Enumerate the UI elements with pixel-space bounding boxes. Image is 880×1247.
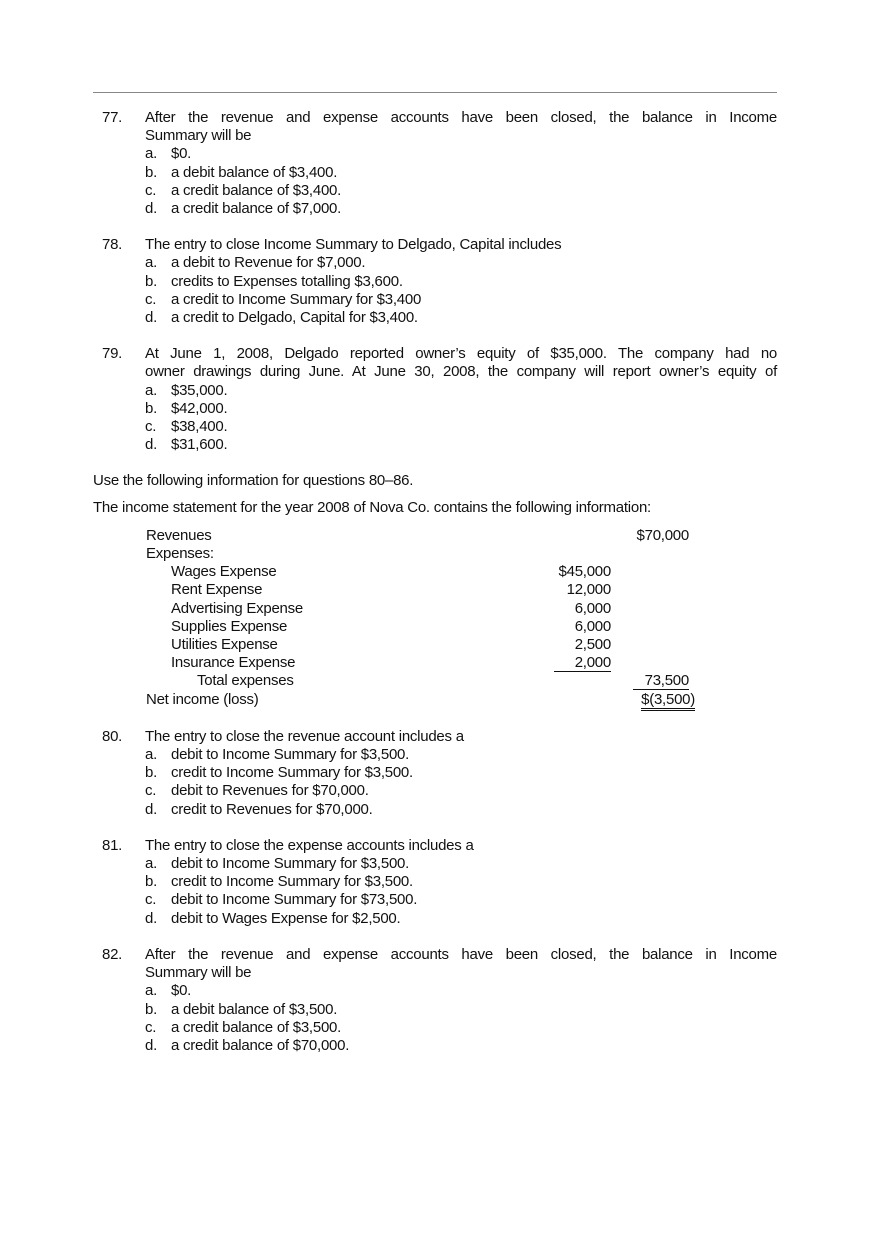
answer-option bbox=[145, 1037, 777, 1055]
statement-row bbox=[93, 618, 793, 636]
option-text: a debit to Revenue for $7,000. bbox=[171, 254, 366, 272]
statement-label: Supplies Expense bbox=[171, 617, 288, 635]
answer-option bbox=[145, 746, 777, 764]
statement-row bbox=[93, 600, 793, 618]
answer-option bbox=[145, 982, 777, 1000]
answer-option bbox=[145, 910, 777, 928]
question-text-line: The entry to close the expense accounts includes a bbox=[145, 836, 474, 854]
questions-77-79 bbox=[93, 109, 777, 454]
option-letter: b. bbox=[145, 764, 158, 782]
option-text: $31,600. bbox=[171, 436, 228, 454]
statement-row bbox=[93, 672, 793, 690]
option-letter: c. bbox=[145, 290, 157, 308]
option-text: $0. bbox=[171, 982, 192, 1000]
option-text: a credit to Delgado, Capital for $3,400. bbox=[171, 309, 418, 327]
question-text-line: After the revenue and expense accounts have been closed, the balance in Income bbox=[145, 109, 777, 126]
option-text: a credit balance of $3,400. bbox=[171, 181, 342, 199]
answer-option bbox=[145, 164, 777, 182]
amount-value: 2,000 bbox=[554, 655, 611, 672]
answer-option bbox=[145, 273, 777, 291]
statement-label: Advertising Expense bbox=[171, 599, 303, 617]
option-letter: c. bbox=[145, 418, 157, 436]
option-letter: a. bbox=[145, 746, 158, 764]
option-letter: b. bbox=[145, 873, 158, 891]
question-text-line: The entry to close the revenue account includes a bbox=[145, 727, 464, 745]
statement-row bbox=[93, 563, 793, 581]
question bbox=[93, 109, 777, 218]
option-text: debit to Income Summary for $73,500. bbox=[171, 891, 418, 909]
amount-value: 12,000 bbox=[566, 581, 611, 599]
answer-option bbox=[145, 309, 777, 327]
answer-option bbox=[145, 1019, 777, 1037]
questions-80-82 bbox=[93, 728, 777, 1055]
question-text-line: At June 1, 2008, Delgado reported owner’s equity of $35,000. The company had no bbox=[145, 345, 777, 363]
statement-row bbox=[93, 527, 793, 545]
question bbox=[93, 728, 777, 819]
statement-amount bbox=[554, 654, 611, 672]
statement-row bbox=[93, 654, 793, 672]
statement-label: Rent Expense bbox=[171, 581, 263, 599]
answer-option bbox=[145, 418, 777, 436]
answer-option bbox=[145, 400, 777, 418]
option-letter: c. bbox=[145, 891, 157, 909]
statement-amount bbox=[575, 618, 611, 636]
statement-amount bbox=[641, 691, 695, 709]
option-text: debit to Revenues for $70,000. bbox=[171, 782, 369, 800]
option-text: debit to Income Summary for $3,500. bbox=[171, 855, 410, 873]
statement-label: Wages Expense bbox=[171, 563, 277, 581]
statement-amount bbox=[633, 672, 689, 690]
question bbox=[93, 236, 777, 327]
option-text: credit to Revenues for $70,000. bbox=[171, 800, 373, 818]
answer-option bbox=[145, 801, 777, 819]
option-letter: d. bbox=[145, 309, 158, 327]
option-letter: a. bbox=[145, 982, 158, 1000]
statement-row bbox=[93, 581, 793, 599]
option-letter: d. bbox=[145, 800, 158, 818]
answer-option bbox=[145, 291, 777, 309]
option-text: a debit balance of $3,400. bbox=[171, 163, 338, 181]
option-letter: a. bbox=[145, 855, 158, 873]
option-text: $0. bbox=[171, 145, 192, 163]
question-number: 82. bbox=[102, 945, 123, 963]
question bbox=[93, 946, 777, 1055]
answer-option bbox=[145, 782, 777, 800]
question-number: 77. bbox=[102, 109, 123, 126]
question-number: 78. bbox=[102, 236, 123, 254]
statement-label: Insurance Expense bbox=[171, 654, 296, 672]
question bbox=[93, 837, 777, 928]
option-letter: b. bbox=[145, 163, 158, 181]
amount-value: 6,000 bbox=[574, 599, 611, 617]
statement-row bbox=[93, 545, 793, 563]
use-info-text: Use the following information for questions 80–86. bbox=[93, 472, 414, 490]
option-letter: d. bbox=[145, 909, 158, 927]
statement-label: Total expenses bbox=[197, 672, 294, 690]
option-letter: b. bbox=[145, 1000, 158, 1018]
statement-label: Revenues bbox=[146, 526, 212, 544]
option-letter: a. bbox=[145, 254, 158, 272]
question-text-line: Summary will be bbox=[145, 964, 252, 982]
option-text: a credit to Income Summary for $3,400 bbox=[171, 290, 422, 308]
answer-option bbox=[145, 1001, 777, 1019]
option-letter: a. bbox=[145, 381, 158, 399]
answer-option bbox=[145, 855, 777, 873]
statement-amount bbox=[559, 563, 611, 581]
statement-amount bbox=[637, 527, 689, 545]
option-letter: a. bbox=[145, 145, 158, 163]
option-text: a credit balance of $7,000. bbox=[171, 200, 342, 218]
question-number: 80. bbox=[102, 727, 123, 745]
statement-amount bbox=[575, 636, 611, 654]
answer-option bbox=[145, 891, 777, 909]
option-letter: d. bbox=[145, 200, 158, 218]
answer-option bbox=[145, 436, 777, 454]
question-number: 81. bbox=[102, 836, 123, 854]
option-text: debit to Wages Expense for $2,500. bbox=[171, 909, 401, 927]
answer-option bbox=[145, 873, 777, 891]
page-content bbox=[93, 109, 777, 1073]
statement-amount bbox=[567, 581, 611, 599]
question-number: 79. bbox=[102, 345, 123, 363]
option-text: credit to Income Summary for $3,500. bbox=[171, 873, 413, 891]
question-text-line: After the revenue and expense accounts have been closed, the balance in Income bbox=[145, 945, 777, 963]
option-text: a debit balance of $3,500. bbox=[171, 1000, 338, 1018]
answer-option bbox=[145, 764, 777, 782]
option-letter: b. bbox=[145, 399, 158, 417]
option-letter: c. bbox=[145, 782, 157, 800]
option-text: credits to Expenses totalling $3,600. bbox=[171, 272, 403, 290]
statement-label: Utilities Expense bbox=[171, 636, 278, 654]
statement-row bbox=[93, 691, 793, 709]
header-rule bbox=[93, 92, 777, 93]
income-statement bbox=[93, 527, 777, 709]
statement-label: Expenses: bbox=[146, 545, 214, 563]
option-letter: c. bbox=[145, 1018, 157, 1036]
answer-option bbox=[145, 254, 777, 272]
question bbox=[93, 345, 777, 454]
amount-value: $70,000 bbox=[636, 526, 689, 544]
statement-row bbox=[93, 636, 793, 654]
amount-value: 6,000 bbox=[574, 617, 611, 635]
question-text-line: owner drawings during June. At June 30, 2008, the company will report owner’s equity of bbox=[145, 363, 777, 381]
amount-value: 2,500 bbox=[574, 636, 611, 654]
option-letter: b. bbox=[145, 272, 158, 290]
amount-value: $(3,500) bbox=[641, 691, 695, 711]
option-letter: d. bbox=[145, 436, 158, 454]
question-text-line: The entry to close Income Summary to Delgado, Capital includes bbox=[145, 236, 562, 254]
option-text: debit to Income Summary for $3,500. bbox=[171, 746, 410, 764]
option-letter: c. bbox=[145, 181, 157, 199]
option-text: $35,000. bbox=[171, 381, 228, 399]
amount-value: 73,500 bbox=[633, 673, 689, 690]
answer-option bbox=[145, 182, 777, 200]
answer-option bbox=[145, 200, 777, 218]
option-text: $42,000. bbox=[171, 399, 228, 417]
answer-option bbox=[145, 145, 777, 163]
statement-amount bbox=[575, 600, 611, 618]
statement-intro-text: The income statement for the year 2008 of Nova Co. contains the following information: bbox=[93, 498, 651, 516]
option-letter: d. bbox=[145, 1036, 158, 1054]
question-text-line: Summary will be bbox=[145, 127, 252, 145]
option-text: a credit balance of $70,000. bbox=[171, 1036, 350, 1054]
option-text: credit to Income Summary for $3,500. bbox=[171, 764, 413, 782]
statement-label: Net income (loss) bbox=[146, 690, 259, 708]
answer-option bbox=[145, 382, 777, 400]
option-text: a credit balance of $3,500. bbox=[171, 1018, 342, 1036]
option-text: $38,400. bbox=[171, 418, 228, 436]
amount-value: $45,000 bbox=[558, 563, 611, 581]
